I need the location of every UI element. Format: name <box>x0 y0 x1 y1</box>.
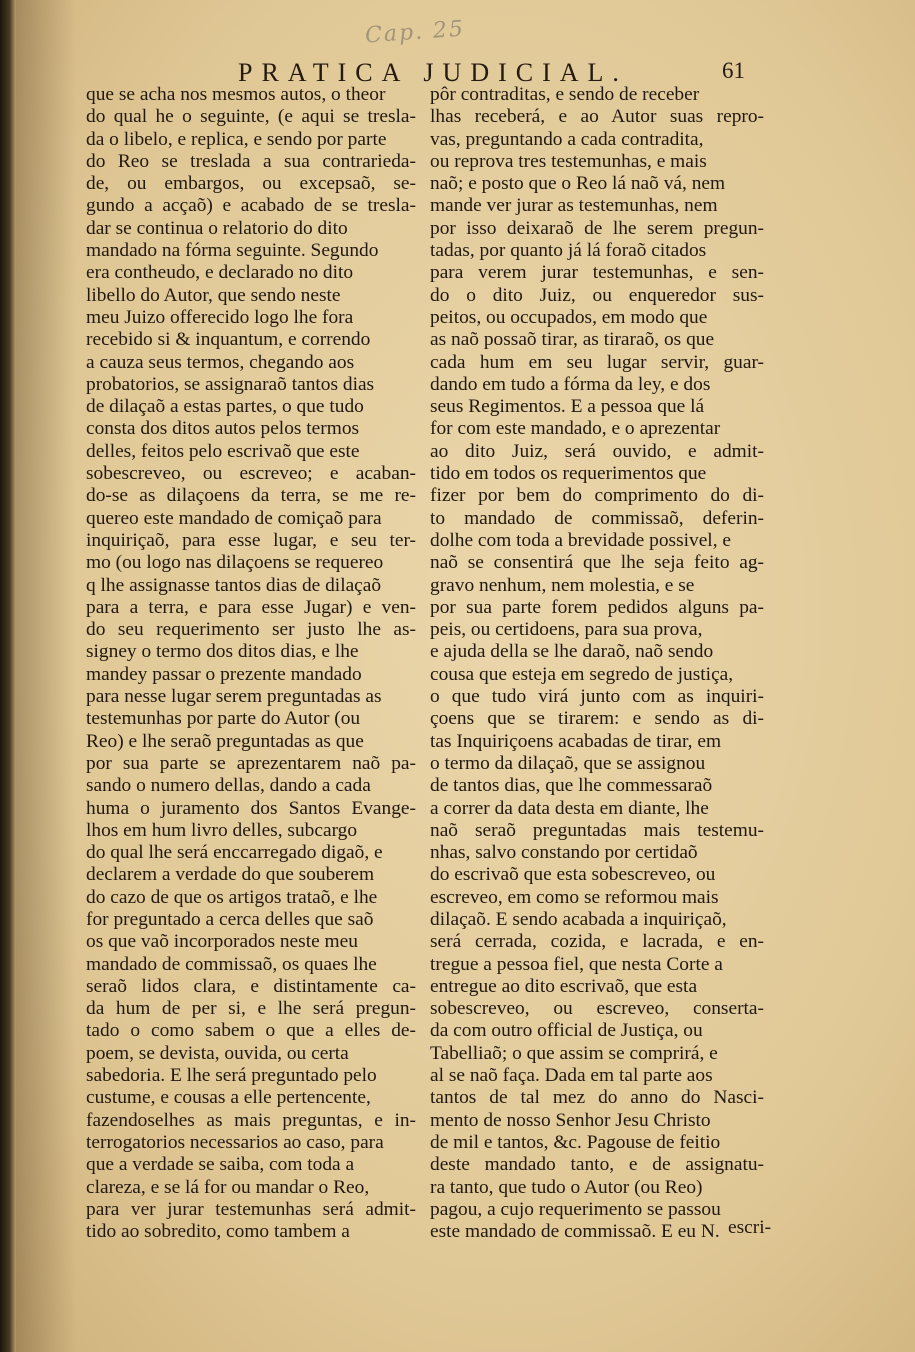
text-line: tido em todos os requerimentos que <box>430 463 707 485</box>
text-line: mandado na fórma seguinte. Segundo <box>86 240 379 262</box>
pencil-annotation: Cap. 25 <box>364 16 466 49</box>
text-line: do seu requerimento ser justo lhe as- <box>86 619 416 641</box>
left-text-column <box>86 84 416 1243</box>
text-line: para a terra, e para esse Jugar) e ven- <box>86 596 416 618</box>
text-line: for com este mandado, e o aprezentar <box>430 418 721 440</box>
text-line: sando o numero dellas, dando a cada <box>86 775 371 797</box>
text-line: e ajuda della se lhe daraõ, naõ sendo <box>430 641 714 663</box>
text-line: será cerrada, cozida, e lacrada, e en- <box>430 931 764 953</box>
text-line: delles, feitos pelo escrivaõ que este <box>86 440 360 462</box>
text-line: pôr contraditas, e sendo de receber <box>430 84 700 105</box>
text-line: poem, se devista, ouvida, ou certa <box>86 1042 349 1064</box>
text-line: para nesse lugar serem preguntadas as <box>86 686 382 708</box>
text-line: de dilaçaõ a estas partes, o que tudo <box>86 396 364 418</box>
running-head: PRATICA JUDICIAL. <box>238 58 628 87</box>
text-line: signey o termo dos ditos dias, e lhe <box>86 641 359 663</box>
gutter-shadow <box>16 0 76 1352</box>
text-line: naõ se consentirá que lhe seja feito ag- <box>430 552 764 574</box>
text-line: o termo da dilaçaõ, que se assignou <box>430 752 706 774</box>
text-line: peis, ou certidoens, para sua prova, <box>430 619 703 641</box>
text-line: do-se as dilaçoens da terra, se me re- <box>86 485 416 507</box>
text-line: ou reprova tres testemunhas, e mais <box>430 150 707 172</box>
text-line: inquiriçaõ, para esse lugar, e seu ter- <box>86 529 416 551</box>
right-text-column <box>430 84 764 1243</box>
text-line: dilaçaõ. E sendo acabada a inquiriçaõ, <box>430 908 727 930</box>
text-line: mande ver jurar as testemunhas, nem <box>430 195 718 217</box>
text-line: tantos de tal mez do anno do Nasci- <box>430 1087 764 1109</box>
text-line: gravo nenhum, nem molestia, e se <box>430 574 695 596</box>
text-line: do escrivaõ que esta sobescreveo, ou <box>430 864 716 886</box>
text-line: vas, preguntando a cada contradita, <box>430 128 704 150</box>
text-line: dando em tudo a fórma da ley, e dos <box>430 373 711 395</box>
text-line: as naõ possaõ tirar, as tiraraõ, os que <box>430 329 715 351</box>
text-line: çoens que se tirarem: e sendo as di- <box>430 708 764 730</box>
text-line: seus Regimentos. E a pessoa que lá <box>430 396 705 418</box>
text-line: deste mandado tanto, e de assignatu- <box>430 1154 764 1176</box>
text-line: de, ou embargos, ou excepsaõ, se- <box>86 173 416 195</box>
text-line: cada hum em seu lugar servir, guar- <box>430 351 764 373</box>
text-line: por sua parte se aprezentarem naõ pa- <box>86 752 416 774</box>
text-line: clareza, e se lá for ou mandar o Reo, <box>86 1176 370 1198</box>
text-line: tido ao sobredito, como tambem a <box>86 1221 350 1243</box>
text-line: tas Inquiriçoens acabadas de tirar, em <box>430 730 722 752</box>
text-line: cousa que esteja em segredo de justiça, <box>430 663 734 685</box>
text-line: ra tanto, que tudo o Autor (ou Reo) <box>430 1176 703 1198</box>
text-line: pagou, a cujo requerimento se passou <box>430 1198 721 1220</box>
text-line: este mandado de commissaõ. E eu N. <box>430 1221 720 1243</box>
text-line: do qual he o seguinte, (e aqui se tresla- <box>86 106 416 128</box>
text-line: peitos, ou occupados, em modo que <box>430 306 708 328</box>
text-line: declarem a verdade do que souberem <box>86 864 375 886</box>
text-line: consta dos ditos autos pelos termos <box>86 418 360 440</box>
text-line: Reo) e lhe seraõ preguntadas as que <box>86 730 364 752</box>
text-line: al se naõ faça. Dada em tal parte aos <box>430 1065 713 1087</box>
text-line: sobescreveo, ou escreveo, conserta- <box>430 998 764 1020</box>
text-line: meu Juizo offerecido logo lhe fora <box>86 306 354 328</box>
text-line: da o libelo, e replica, e sendo por parte <box>86 128 387 150</box>
text-line: sabedoria. E lhe será preguntado pelo <box>86 1065 377 1087</box>
text-line: terrogatorios necessarios ao caso, para <box>86 1131 384 1153</box>
text-line: de tantos dias, que lhe commessaraõ <box>430 775 713 797</box>
text-line: que a verdade se saiba, com toda a <box>86 1154 355 1176</box>
text-line: entregue ao dito escrivaõ, que esta <box>430 975 698 997</box>
text-line: dolhe com toda a brevidade possivel, e <box>430 529 731 551</box>
text-line: por isso deixaraõ de lhe serem pregun- <box>430 217 764 239</box>
text-line: for preguntado a cerca delles que saõ <box>86 908 374 930</box>
text-line: era contheudo, e declarado no dito <box>86 262 354 284</box>
text-line: para ver jurar testemunhas será admit- <box>86 1198 416 1220</box>
text-line: o que tudo virá junto com as inquiri- <box>430 686 764 708</box>
text-line: sobescreveo, ou escreveo; e acaban- <box>86 463 416 485</box>
text-line: q lhe assignasse tantos dias de dilaçaõ <box>86 574 382 596</box>
text-line: quereo este mandado de comiçaõ para <box>86 507 382 529</box>
text-line: recebido si & inquantum, e correndo <box>86 329 371 351</box>
text-line: mandey passar o prezente mandado <box>86 663 362 685</box>
text-line: lhos em hum livro delles, subcargo <box>86 819 358 841</box>
text-line: do qual lhe será enccarregado digaõ, e <box>86 842 383 864</box>
text-line: a cauza seus termos, chegando aos <box>86 351 355 373</box>
text-line: naõ; e posto que o Reo lá naõ vá, nem <box>430 173 726 195</box>
page-number: 61 <box>722 58 745 83</box>
text-line: naõ seraõ preguntadas mais testemu- <box>430 819 764 841</box>
text-line: do cazo de que os artigos trataõ, e lhe <box>86 886 378 908</box>
text-line: seraõ lidos clara, e distintamente ca- <box>86 975 416 997</box>
text-line: to mandado de commissaõ, deferin- <box>430 507 764 529</box>
text-line: da hum de per si, e lhe será pregun- <box>86 998 416 1020</box>
text-line: mandado de commissaõ, os quaes lhe <box>86 953 377 975</box>
text-line: fizer por bem do comprimento do di- <box>430 485 764 507</box>
text-line: fazendoselhes as mais preguntas, e in- <box>86 1109 416 1131</box>
text-line: testemunhas por parte do Autor (ou <box>86 708 361 730</box>
text-line: de mil e tantos, &c. Pagouse de feitio <box>430 1131 721 1153</box>
text-line: gundo a acçaõ) e acabado de se tresla- <box>86 195 416 217</box>
text-line: tadas, por quanto já lá foraõ citados <box>430 240 707 262</box>
scan-edge <box>0 0 16 1352</box>
text-line: que se acha nos mesmos autos, o theor <box>86 84 386 105</box>
text-line: mento de nosso Senhor Jesu Christo <box>430 1109 711 1131</box>
text-line: huma o juramento dos Santos Evange- <box>86 797 416 819</box>
text-line: probatorios, se assignaraõ tantos dias <box>86 373 375 395</box>
text-line: por sua parte forem pedidos alguns pa- <box>430 596 764 618</box>
text-line: mo (ou logo nas dilaçoens se requereo <box>86 552 384 574</box>
text-line: do o dito Juiz, ou enqueredor sus- <box>430 284 764 306</box>
text-line: tregue a pessoa fiel, que nesta Corte a <box>430 953 723 975</box>
catchword: escri- <box>728 1217 772 1238</box>
text-line: escreveo, em como se reformou mais <box>430 886 719 908</box>
text-line: nhas, salvo constando por certidaõ <box>430 842 698 864</box>
text-line: dar se continua o relatorio do dito <box>86 217 348 239</box>
text-line: custume, e cousas a elle pertencente, <box>86 1087 371 1109</box>
text-line: Tabelliaõ; o que assim se comprirá, e <box>430 1042 718 1064</box>
text-line: para verem jurar testemunhas, e sen- <box>430 262 764 284</box>
text-line: os que vaõ incorporados neste meu <box>86 931 358 953</box>
text-line: tado o como sabem o que a elles de- <box>86 1020 416 1042</box>
text-line: a correr da data desta em diante, lhe <box>430 797 709 819</box>
text-line: ao dito Juiz, será ouvido, e admit- <box>430 440 764 462</box>
text-line: libello do Autor, que sendo neste <box>86 284 341 306</box>
text-line: do Reo se treslada a sua contrarieda- <box>86 150 416 172</box>
text-line: lhas receberá, e ao Autor suas repro- <box>430 106 764 128</box>
text-line: da com outro official de Justiça, ou <box>430 1020 703 1042</box>
